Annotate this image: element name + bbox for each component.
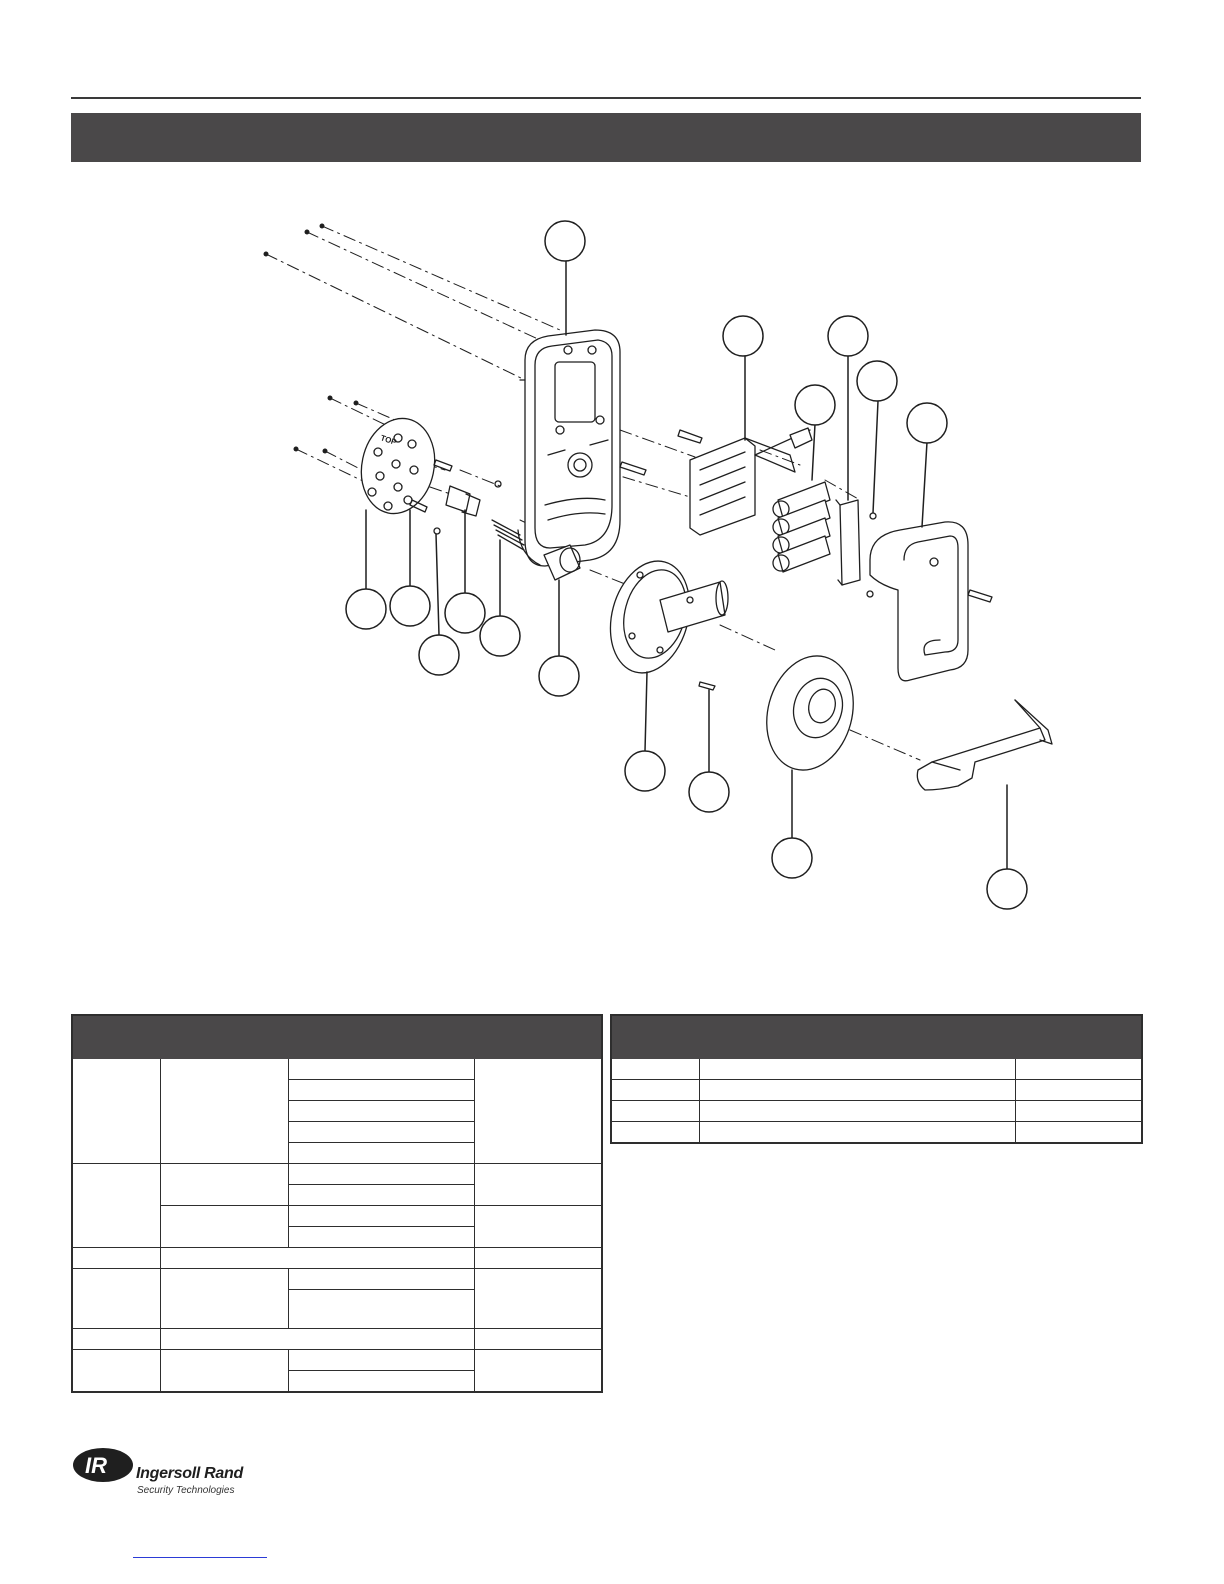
table-row [611,1059,1142,1080]
callout-13 [625,751,665,791]
parts-table-left [71,1014,603,1393]
callout-16 [987,869,1027,909]
trim-rose [754,646,865,780]
brand-division: Security Technologies [137,1485,235,1496]
housing-back-plate [518,330,620,566]
table-row [72,1329,602,1350]
table-row [72,1059,602,1080]
table-row [72,1350,602,1371]
table-row [72,1164,602,1185]
plate-top-label: TOP [379,433,398,447]
table-row [611,1101,1142,1122]
callout-15 [772,838,812,878]
table-row [611,1080,1142,1101]
callout-14 [689,772,729,812]
col-header-item [611,1015,699,1059]
callout-12 [539,656,579,696]
callout-11 [419,635,459,675]
callout-7 [346,589,386,629]
chassis-rose [599,552,728,682]
table-row [611,1122,1142,1144]
col-header-description [160,1015,474,1059]
section-title-bar [71,113,1141,162]
mounting-plate [353,412,443,521]
callout-2 [723,316,763,356]
table-row [72,1269,602,1290]
brand-name: Ingersoll Rand [136,1465,243,1482]
lever-handle [917,700,1052,790]
col-header-part-number [474,1015,602,1059]
exploded-view-diagram [0,180,1224,940]
batteries [773,482,830,572]
callout-10 [480,616,520,656]
callout-6 [907,403,947,443]
battery-cover [870,522,968,681]
col-header-description [699,1015,1015,1059]
svg-text:IR: IR [85,1453,107,1478]
callout-1 [545,221,585,261]
parts-table-right [610,1014,1143,1144]
top-rule [71,97,1141,99]
callout-3 [828,316,868,356]
battery-clip [836,500,860,585]
table-row [72,1248,602,1269]
callout-5 [795,385,835,425]
callout-8 [390,586,430,626]
callout-9 [445,593,485,633]
col-header-part-number [1015,1015,1142,1059]
callout-4 [857,361,897,401]
footer-link-underline[interactable] [133,1557,267,1558]
col-header-item [72,1015,160,1059]
